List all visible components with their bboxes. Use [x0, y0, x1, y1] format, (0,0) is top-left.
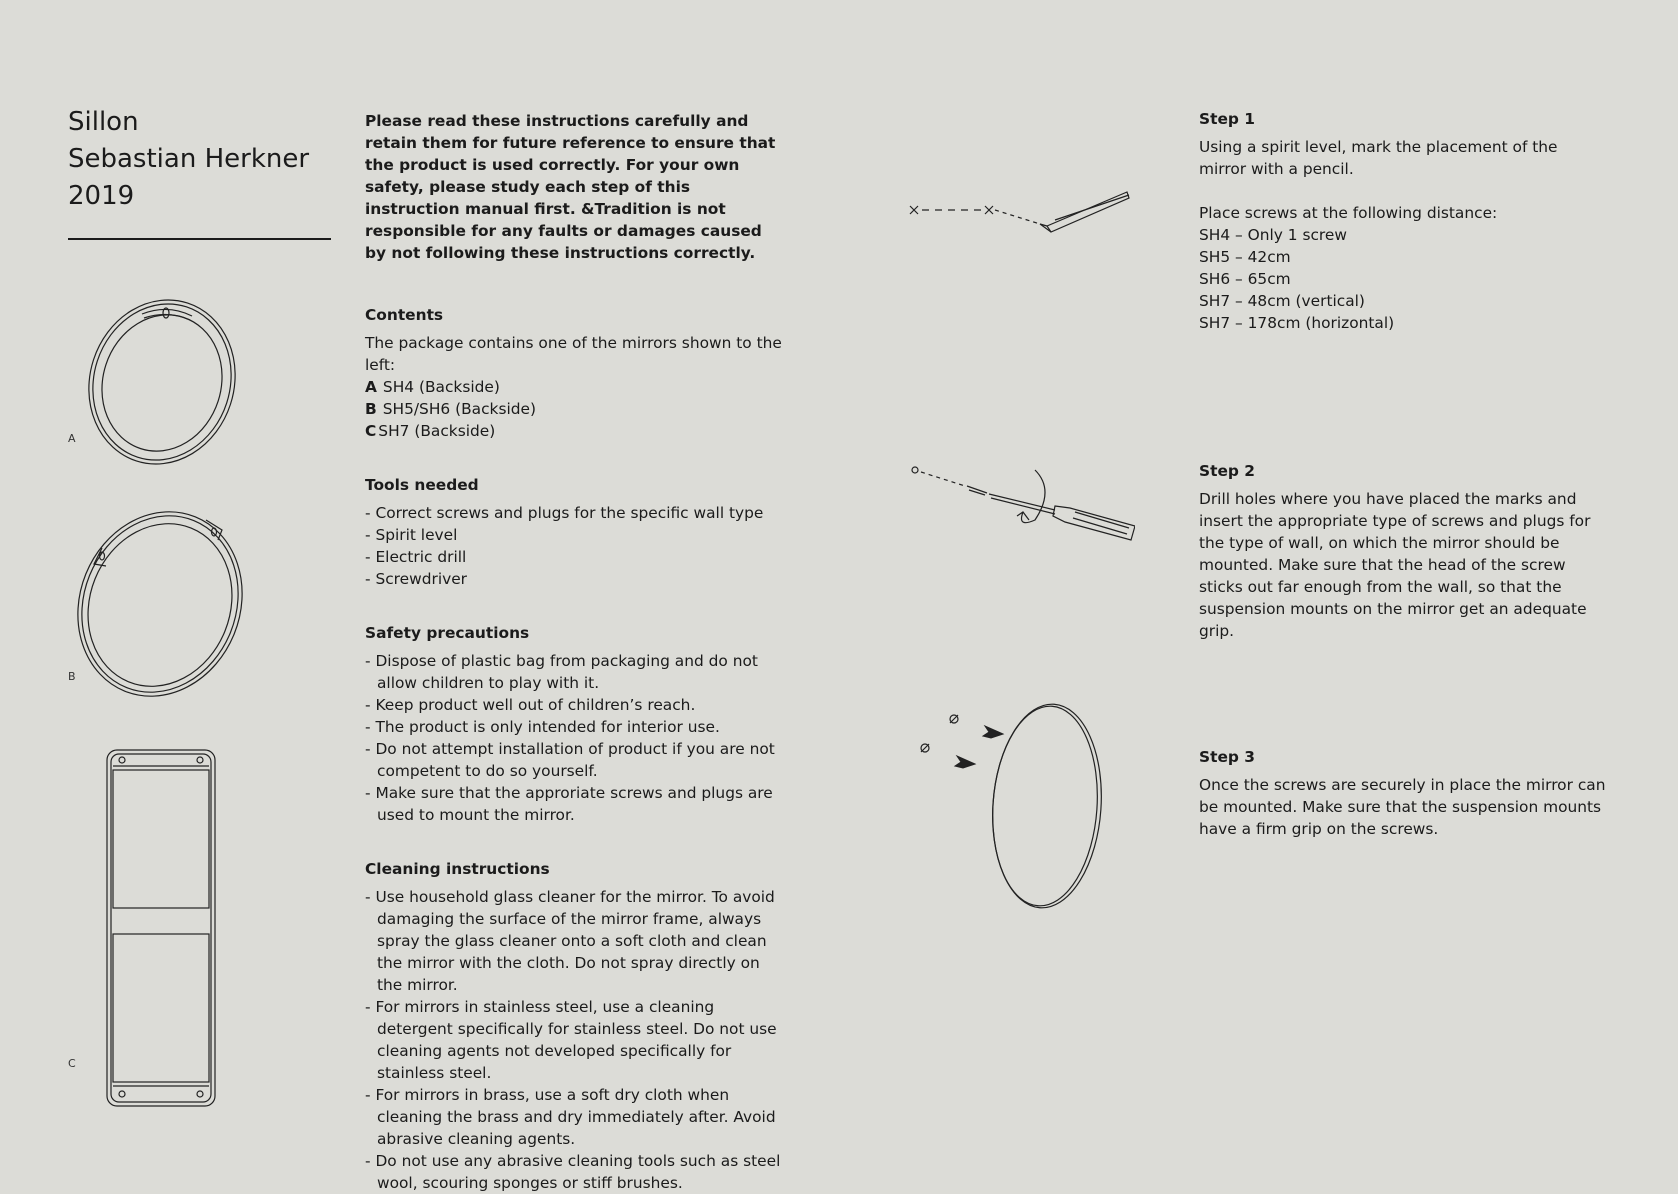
- contents-value-c: SH7 (Backside): [378, 422, 496, 440]
- step-1-distance-intro: Place screws at the following distance:: [1199, 204, 1498, 222]
- cleaning-item: - For mirrors in brass, use a soft dry cloth when cleaning the brass and dry immediately after. Avoid abrasive cleaning agents.: [365, 1086, 776, 1148]
- step1-pencil-illustration: [905, 186, 1135, 236]
- step-3: [1199, 746, 1609, 840]
- safety-heading: Safety precautions: [365, 624, 530, 642]
- step-3-heading: Step 3: [1199, 748, 1255, 766]
- safety-item: - Dispose of plastic bag from packaging and do not allow children to play with it.: [365, 652, 758, 692]
- contents-item-c: [365, 420, 785, 442]
- cleaning-item: - Use household glass cleaner for the mirror. To avoid damaging the surface of the mirror frame, always spray the glass cleaner onto a soft cloth and clean the mirror with the cloth. Do not spray directly on the mirror.: [365, 888, 775, 994]
- tools-item: - Screwdriver: [365, 570, 468, 588]
- contents-item-b: [365, 398, 785, 420]
- safety-item: - The product is only intended for interior use.: [365, 718, 720, 736]
- contents-value-b: SH5/SH6 (Backside): [382, 400, 536, 418]
- contents-value-a: SH4 (Backside): [382, 378, 500, 396]
- cleaning-item: - Do not use any abrasive cleaning tools such as steel wool, scouring sponges or stiff brushes.: [365, 1152, 781, 1192]
- instructions-column: [365, 110, 785, 1194]
- designer-name: Sebastian Herkner: [68, 144, 310, 174]
- title-block: [68, 104, 309, 215]
- step-1: [1199, 108, 1609, 334]
- figure-label-b: B: [68, 670, 76, 683]
- figure-label-c: C: [68, 1057, 76, 1070]
- product-name: Sillon: [68, 107, 139, 137]
- contents-item-a: [365, 376, 785, 398]
- year: 2019: [68, 181, 135, 211]
- step-3-text: Once the screws are securely in place the mirror can be mounted. Make sure that the suspension mounts have a firm grip on the screws.: [1199, 776, 1606, 838]
- distance-item: SH7 – 48cm (vertical): [1199, 292, 1365, 310]
- step3-mounting-illustration: [905, 700, 1125, 920]
- safety-item: - Make sure that the approriate screws and plugs are used to mount the mirror.: [365, 784, 773, 824]
- mirror-a-illustration: [80, 292, 250, 472]
- tools-heading: Tools needed: [365, 476, 479, 494]
- contents-key-b: B: [365, 400, 377, 418]
- tools-item: - Correct screws and plugs for the specific wall type: [365, 504, 764, 522]
- intro-warning: Please read these instructions carefully and retain them for future reference to ensure that the product is used correctly. For your own safety, please study each step of this instruction manual first. &Tradition is not responsible for any faults or damages caused by not following these instructions correctly.: [365, 112, 776, 262]
- distance-item: SH6 – 65cm: [1199, 270, 1291, 288]
- contents-text: The package contains one of the mirrors shown to the left:: [365, 334, 782, 374]
- distance-item: SH4 – Only 1 screw: [1199, 226, 1347, 244]
- step-1-text: Using a spirit level, mark the placement of the mirror with a pencil.: [1199, 138, 1558, 178]
- safety-item: - Do not attempt installation of product if you are not competent to do so yourself.: [365, 740, 775, 780]
- safety-item: - Keep product well out of children’s reach.: [365, 696, 696, 714]
- mirror-b-illustration: [72, 504, 252, 704]
- distance-item: SH5 – 42cm: [1199, 248, 1291, 266]
- cleaning-item: - For mirrors in stainless steel, use a cleaning detergent specifically for stainless steel. Do not use cleaning agents not developed specifically for stainless steel.: [365, 998, 777, 1082]
- title-divider: [68, 238, 331, 240]
- cleaning-heading: Cleaning instructions: [365, 860, 550, 878]
- mirror-c-illustration: [100, 744, 226, 1110]
- tools-item: - Spirit level: [365, 526, 458, 544]
- step-2-heading: Step 2: [1199, 462, 1255, 480]
- contents-key-c: C: [365, 422, 377, 440]
- figure-label-a: A: [68, 432, 76, 445]
- step2-screwdriver-illustration: [905, 460, 1135, 550]
- distance-item: SH7 – 178cm (horizontal): [1199, 314, 1395, 332]
- tools-item: - Electric drill: [365, 548, 467, 566]
- contents-key-a: A: [365, 378, 377, 396]
- step-2: [1199, 460, 1609, 642]
- step-1-heading: Step 1: [1199, 110, 1255, 128]
- contents-heading: Contents: [365, 306, 444, 324]
- step-2-text: Drill holes where you have placed the marks and insert the appropriate type of screws and plugs for the type of wall, on which the mirror should be mounted. Make sure that the head of the screw sticks out far enough from the wall, so that the suspension mounts on the mirror get an adequate grip.: [1199, 490, 1591, 640]
